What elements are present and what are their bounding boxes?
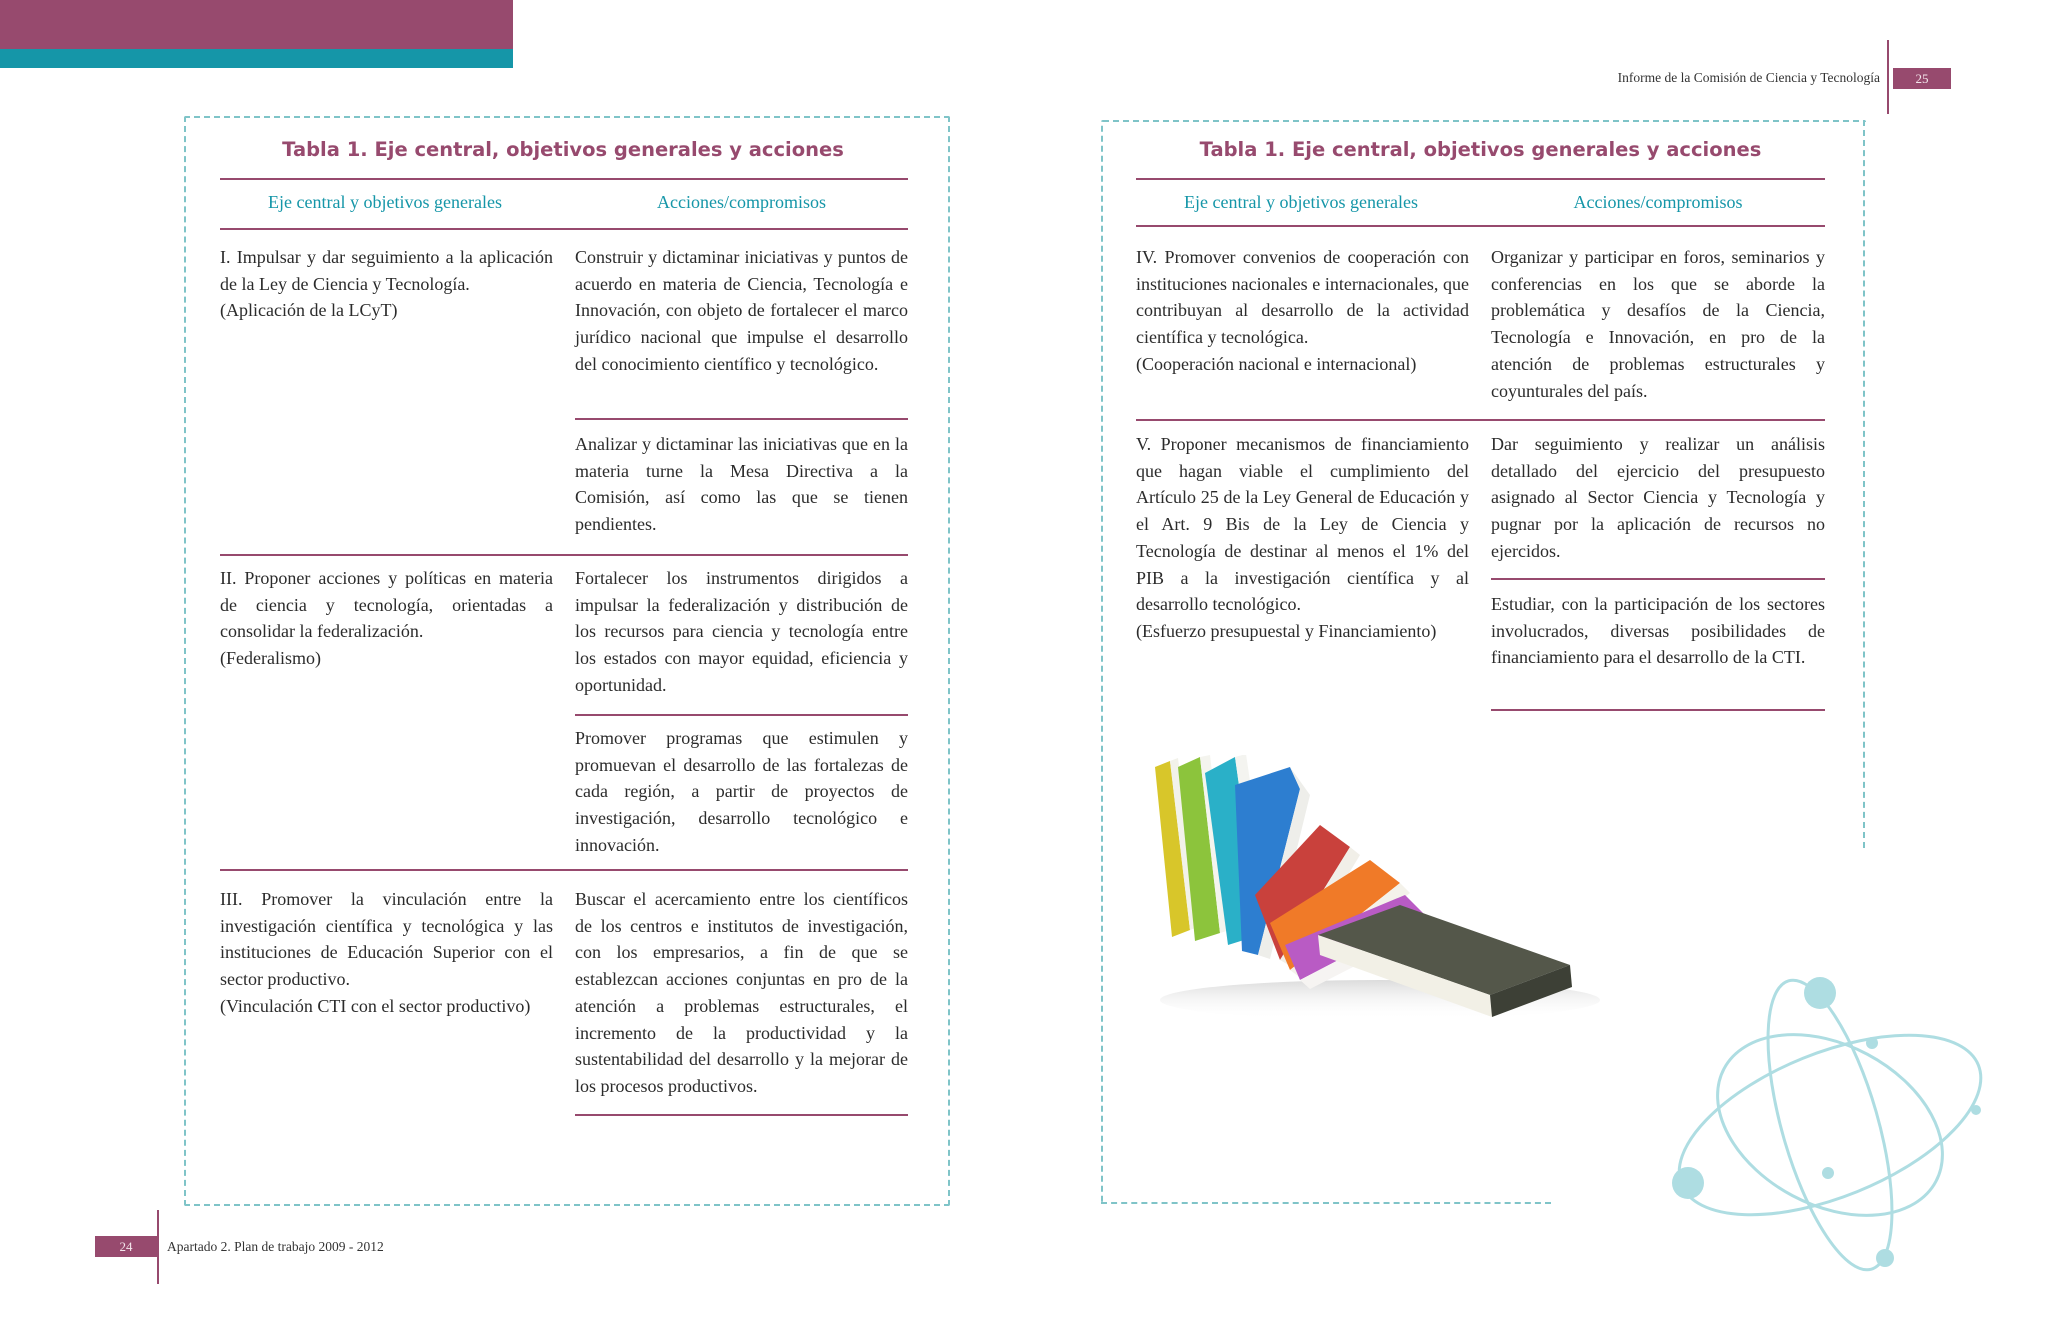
books-illustration <box>1150 755 1620 1040</box>
action-text: Promover programas que estimulen y promuevan el desarrollo de las fortalezas de cada región, a partir de proyectos de investigación, desarrollo tecnológico e innovación. <box>575 728 908 855</box>
right-col2-header: Acciones/compromisos <box>1573 192 1743 212</box>
action-text: Analizar y dictaminar las iniciativas que en la materia turne la Mesa Directiva a la Comisión, así como las que se tienen pendientes. <box>575 434 908 535</box>
rule <box>1136 178 1825 180</box>
right-col1-header: Eje central y objetivos generales <box>1184 192 1418 212</box>
objective-tag: (Esfuerzo presupuestal y Financiamiento) <box>1136 620 1437 641</box>
rule <box>220 178 908 180</box>
action-text: Estudiar, con la participación de los sectores involucrados, diversas posibilidades de financiamiento para el desarrollo de la CTI. <box>1491 594 1825 668</box>
rule <box>575 1114 908 1116</box>
rule <box>1136 419 1825 421</box>
rule <box>575 418 908 420</box>
objective-tag: (Aplicación de la LCyT) <box>220 300 398 321</box>
rule <box>575 714 908 716</box>
objective-text: III. Promover la vinculación entre la investigación científica y tecnológica y las instituciones de Educación Superior con el sector productivo. <box>220 889 553 990</box>
objective-tag: (Vinculación CTI con el sector productivo) <box>220 995 531 1016</box>
header-divider <box>1887 40 1889 114</box>
action-cell <box>575 244 908 378</box>
footer-running-title: Apartado 2. Plan de trabajo 2009 - 2012 <box>167 1239 384 1254</box>
rule <box>220 554 908 556</box>
right-panel-edge <box>1863 120 1865 848</box>
left-table-title: Tabla 1. Eje central, objetivos generales y acciones <box>282 138 844 161</box>
objective-tag: (Federalismo) <box>220 648 321 669</box>
action-cell <box>575 565 908 699</box>
rule <box>220 228 908 230</box>
objective-text: I. Impulsar y dar seguimiento a la aplicación de la Ley de Ciencia y Tecnología. <box>220 247 553 294</box>
objective-text: II. Proponer acciones y políticas en materia de ciencia y tecnología, orientadas a consolidar la federalización. <box>220 568 553 642</box>
action-cell <box>575 725 908 859</box>
objective-text: V. Proponer mecanismos de financiamiento que hagan viable el cumplimiento del Artículo 25 de la Ley General de Educación y el Art. 9 Bis de la Ley de Ciencia y Tecnología de destinar al menos el 1% del PIB a la investigación científica y al desarrollo tecnológico. <box>1136 434 1469 615</box>
objective-cell <box>220 886 553 1020</box>
objective-cell <box>220 244 553 324</box>
top-magenta-band <box>0 0 513 49</box>
footer-divider <box>157 1210 159 1284</box>
right-panel-bottom-edge <box>1101 1202 1551 1204</box>
action-text: Construir y dictaminar iniciativas y puntos de acuerdo en materia de Ciencia, Tecnología e Innovación, con objeto de fortalecer el marco jurídico nacional que impulse el desarrollo del conocimiento científico y tecnológico. <box>575 247 908 374</box>
action-text: Fortalecer los instrumentos dirigidos a impulsar la federalización y distribución de los recursos para ciencia y tecnología entre los estados con mayor equidad, eficiencia y oportunidad. <box>575 568 908 695</box>
action-text: Buscar el acercamiento entre los científicos de los centros e institutos de investigación, con los empresarios, a fin de que se establezcan acciones conjuntas en pro de la atención a problemas estructurales, el incremento de la productividad y la sustentabilidad del desarrollo y la mejorar de los procesos productivos. <box>575 889 908 1096</box>
right-table-title: Tabla 1. Eje central, objetivos generales y acciones <box>1199 138 1762 161</box>
action-cell <box>1491 431 1825 565</box>
objective-cell <box>220 565 553 672</box>
header-running-title: Informe de la Comisión de Ciencia y Tecnología <box>1617 70 1880 85</box>
objective-tag: (Cooperación nacional e internacional) <box>1136 353 1417 374</box>
action-cell <box>575 886 908 1100</box>
left-col2-header: Acciones/compromisos <box>657 192 826 212</box>
rule <box>1491 709 1825 711</box>
action-text: Dar seguimiento y realizar un análisis detallado del ejercicio del presupuesto asignado al Sector Ciencia y Tecnología y pugnar por la aplicación de recursos no ejercidos. <box>1491 434 1825 561</box>
rule <box>1136 225 1825 227</box>
objective-cell <box>1136 244 1469 378</box>
page-number-right: 25 <box>1893 68 1951 89</box>
rule <box>220 869 908 871</box>
top-teal-band <box>0 49 513 68</box>
objective-cell <box>1136 431 1469 645</box>
rule <box>1491 578 1825 580</box>
action-cell <box>575 431 908 538</box>
action-cell <box>1491 244 1825 404</box>
left-col1-header: Eje central y objetivos generales <box>268 192 502 212</box>
action-text: Organizar y participar en foros, seminarios y conferencias en los que se aborde la problemática y desafíos de la Ciencia, Tecnología e Innovación, en pro de la atención de problemas estructurales y coyunturales del país. <box>1491 247 1825 401</box>
objective-text: IV. Promover convenios de cooperación con instituciones nacionales e internacionales, que contribuyan al desarrollo de la actividad científica y tecnológica. <box>1136 247 1469 348</box>
page-number-left: 24 <box>95 1236 157 1257</box>
atom-icon <box>1660 960 1990 1280</box>
action-cell <box>1491 591 1825 671</box>
